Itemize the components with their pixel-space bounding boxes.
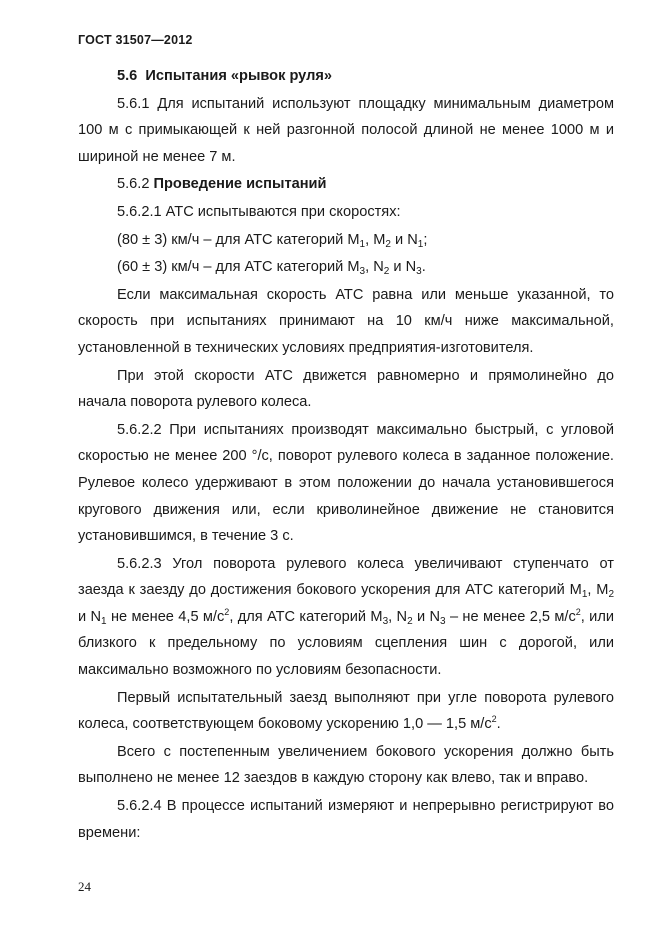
subsection-title: Проведение испытаний bbox=[153, 176, 327, 193]
document-header: ГОСТ 31507—2012 bbox=[78, 33, 193, 47]
paragraph-5-6-1: 5.6.1 Для испытаний используют площадку минимальным диаметром 100 м с примыкающей к ней разгонной полосой длиной не менее 1000 м и шириной не менее 7 м. bbox=[78, 95, 614, 165]
subsection-number: 5.6.2 bbox=[117, 176, 150, 193]
subsection-heading-5-6-2 bbox=[78, 171, 614, 198]
paragraph-5-6-2-1: 5.6.2.1 АТС испытываются при скоростях: bbox=[117, 203, 401, 220]
paragraph-uniform-motion: При этой скорости АТС движется равномерно и прямолинейно до начала поворота рулевого колеса. bbox=[78, 367, 614, 411]
speed-line-2: (60 ± 3) км/ч – для АТС категорий $M_3$, $N_2$ и $N_3$. bbox=[117, 259, 426, 278]
paragraph-max-speed: Если максимальная скорость АТС равна или меньше указанной, то скорость при испытаниях принимают на 10 км/ч ниже максимальной, установленной в технических условиях предприятия-изготовителя. bbox=[78, 286, 614, 356]
paragraph-5-6-2-4: 5.6.2.4 В процессе испытаний измеряют и непрерывно регистрируют во времени: bbox=[78, 798, 614, 841]
paragraph-total-runs: Всего с постепенным увеличением бокового ускорения должно быть выполнено не менее 12 заездов в каждую сторону как влево, так и вправо. bbox=[78, 743, 614, 787]
paragraph-5-6-2-3: 5.6.2.3 Угол поворота рулевого колеса увеличивают ступенчато от заезда к заезду до достижения бокового ускорения для АТС категорий $M_1$, $M_2$ и $N_1$ не менее 4,5 $м/с^2$, для АТС категорий $M_3$, $N_2$ и $N_3$ – не менее 2,5 $м/с^2$, или близкого к предельному по условиям сцепления шин с дорогой, или максимально возможного по условиям безопасности. bbox=[78, 555, 615, 679]
document-page bbox=[78, 33, 614, 846]
section-title: Испытания «рывок руля» bbox=[145, 68, 333, 84]
page-number: 24 bbox=[78, 879, 91, 894]
section-number: 5.6 bbox=[117, 68, 138, 84]
paragraph-first-run: Первый испытательный заезд выполняют при угле поворота рулевого колеса, соответствующем боковому ускорению 1,0 — 1,5 $м/с^2$. bbox=[78, 689, 614, 733]
speed-line-1: (80 ± 3) км/ч – для АТС категорий $M_1$, $M_2$ и $N_1$; bbox=[117, 231, 428, 250]
section-heading bbox=[78, 63, 614, 90]
paragraph-5-6-2-2: 5.6.2.2 При испытаниях производят максимально быстрый, с угловой скоростью не менее 200 °/с, поворот рулевого колеса в заданное положение. Рулевое колесо удерживают в этом положении до начала установившегося кругового движения или, если криволинейное движение не становится установившимся, в течение 3 с. bbox=[78, 421, 614, 545]
